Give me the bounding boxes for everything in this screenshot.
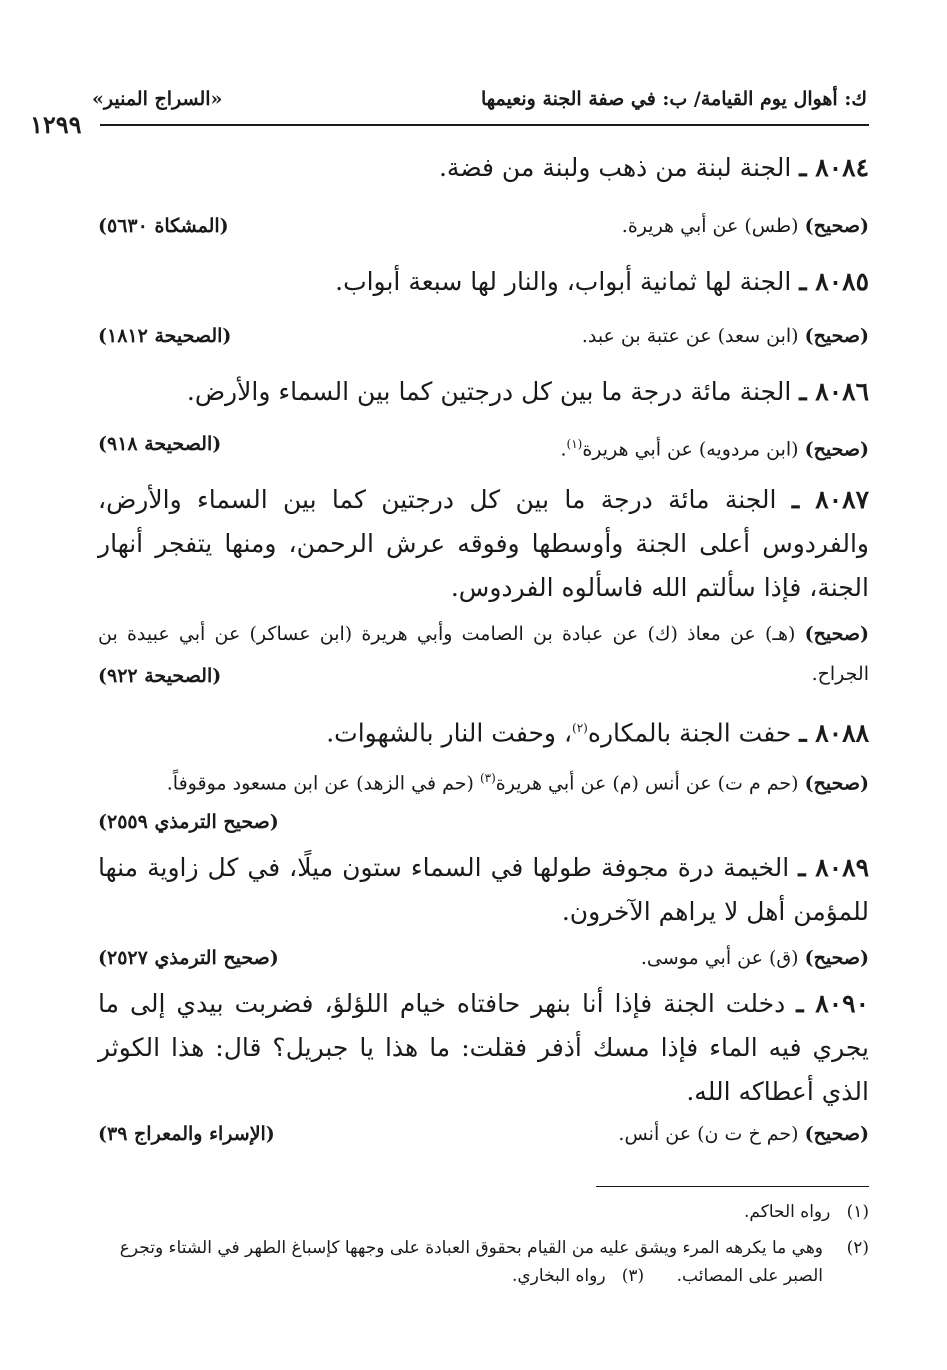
hadith-text: الجنة مائة درجة ما بين كل درجتين كما بين السماء والأرض، والفردوس أعلى الجنة وأوسطها وفوقه عرش الرحمن، ومنها يتفجر أنهار الجنة، فإذا سألتم الله فاسألوه الفردوس.: [98, 485, 869, 602]
hadith-number: ٨٠٨٧ ـ: [791, 485, 869, 514]
footnote-marker: (٢): [572, 721, 588, 735]
hadith-number: ٨٠٨٥ ـ: [799, 267, 869, 296]
footnote-rule: [596, 1186, 869, 1187]
source-text-continued: (حم في الزهد) عن ابن مسعود موقوفاً.: [166, 772, 480, 795]
reference: (الصحيحة ٩١٨): [98, 433, 222, 455]
source-end: .: [560, 438, 567, 461]
reference: (صحيح الترمذي ٢٥٥٩): [98, 811, 279, 833]
source-text: (حم م ت) عن أنس (م) عن أبي هريرة: [495, 772, 799, 795]
grade: (صحيح): [804, 947, 869, 969]
hadith-number: ٨٠٨٦ ـ: [799, 377, 869, 406]
hadith-8086: [98, 370, 869, 414]
grade: (صحيح): [804, 438, 869, 461]
source-text: (ق) عن أبي موسى.: [640, 947, 799, 969]
hadith-text: دخلت الجنة فإذا أنا بنهر حافتاه خيام اللؤلؤ، فضربت بيدي إلى ما يجري فيه الماء فإذا مسك أذفر فقلت: ما هذا يا جبريل؟ قال: هذا الكوثر الذي أعطاكه الله.: [98, 989, 869, 1106]
hadith-8090: [98, 982, 869, 1114]
hadith-8087: [98, 478, 869, 610]
footnote-number: (٢): [846, 1238, 869, 1258]
footnote-text: رواه الحاكم.: [744, 1202, 831, 1222]
hadith-text: حفت الجنة بالمكاره: [587, 718, 792, 748]
running-header-book: «السراج المنير»: [92, 88, 223, 110]
hadith-text: الخيمة درة مجوفة طولها في السماء ستون ميلًا، في كل زاوية منها للمؤمن أهل لا يراهم الآخرون.: [98, 853, 869, 926]
footnote-marker: (٣): [479, 771, 496, 785]
source-main: [582, 318, 869, 354]
footnote-number: (١): [846, 1202, 869, 1222]
running-header-chapter: ك: أهوال يوم القيامة/ ب: في صفة الجنة ونعيمها: [480, 88, 867, 110]
hadith-8084: [98, 146, 869, 190]
page-number: ١٢٩٩: [30, 110, 82, 139]
footnote-text: رواه البخاري.: [511, 1266, 606, 1286]
hadith-text: الجنة لبنة من ذهب ولبنة من فضة.: [438, 153, 792, 182]
header-rule: [100, 124, 869, 126]
hadith-text: الجنة لها ثمانية أبواب، والنار لها سبعة أبواب.: [335, 267, 792, 296]
source-main: [618, 1116, 869, 1152]
hadith-text: الجنة مائة درجة ما بين كل درجتين كما بين السماء والأرض.: [186, 377, 792, 406]
grade: (صحيح): [804, 1123, 869, 1145]
source-main: [641, 940, 869, 976]
reference: (الصحيحة ٩٢٢): [98, 665, 222, 687]
hadith-number: ٨٠٨٩ ـ: [798, 853, 869, 882]
footnote-number: (٣): [621, 1266, 645, 1286]
source-text: (طس) عن أبي هريرة.: [621, 215, 799, 237]
hadith-8089: [98, 846, 869, 934]
grade: (صحيح): [804, 325, 869, 347]
hadith-number: ٨٠٨٨ ـ: [799, 718, 869, 748]
source-main: [560, 426, 869, 467]
source-line-8088: [98, 758, 869, 803]
footnote-1: [98, 1198, 869, 1226]
hadith-number: ٨٠٨٤ ـ: [799, 153, 869, 182]
grade: (صحيح): [804, 623, 869, 645]
source-text: (حم خ ت ن) عن أنس.: [618, 1123, 799, 1145]
reference: (الصحيحة ١٨١٢): [98, 325, 232, 347]
hadith-8088: [98, 706, 869, 755]
reference: (صحيح الترمذي ٢٥٢٧): [98, 947, 279, 969]
source-text: (ابن سعد) عن عتبة بن عبد.: [581, 325, 799, 347]
source-text: (ابن مردويه) عن أبي هريرة: [582, 438, 799, 461]
hadith-text-continued: ، وحفت النار بالشهوات.: [326, 718, 573, 748]
grade: (صحيح): [804, 215, 869, 237]
hadith-number: ٨٠٩٠ ـ: [796, 989, 869, 1018]
footnote-2: [98, 1234, 869, 1290]
footnote-text: وهي ما يكرهه المرء ويشق عليه من القيام بحقوق العبادة على وجهها كإسباغ الطهر في الشتاء وتجرع الصبر على المصائب.: [119, 1238, 823, 1286]
source-main: [622, 208, 869, 244]
hadith-8085: [98, 260, 869, 304]
reference: (الإسراء والمعراج ٣٩): [98, 1123, 275, 1145]
reference: (المشكاة ٥٦٣٠): [98, 215, 229, 237]
footnote-marker: (١): [566, 437, 583, 451]
grade: (صحيح): [804, 772, 869, 795]
source-text: (هـ) عن معاذ (ك) عن عبادة بن الصامت وأبي هريرة (ابن عساكر) عن أبي عبيدة بن الجراح.: [98, 623, 869, 685]
